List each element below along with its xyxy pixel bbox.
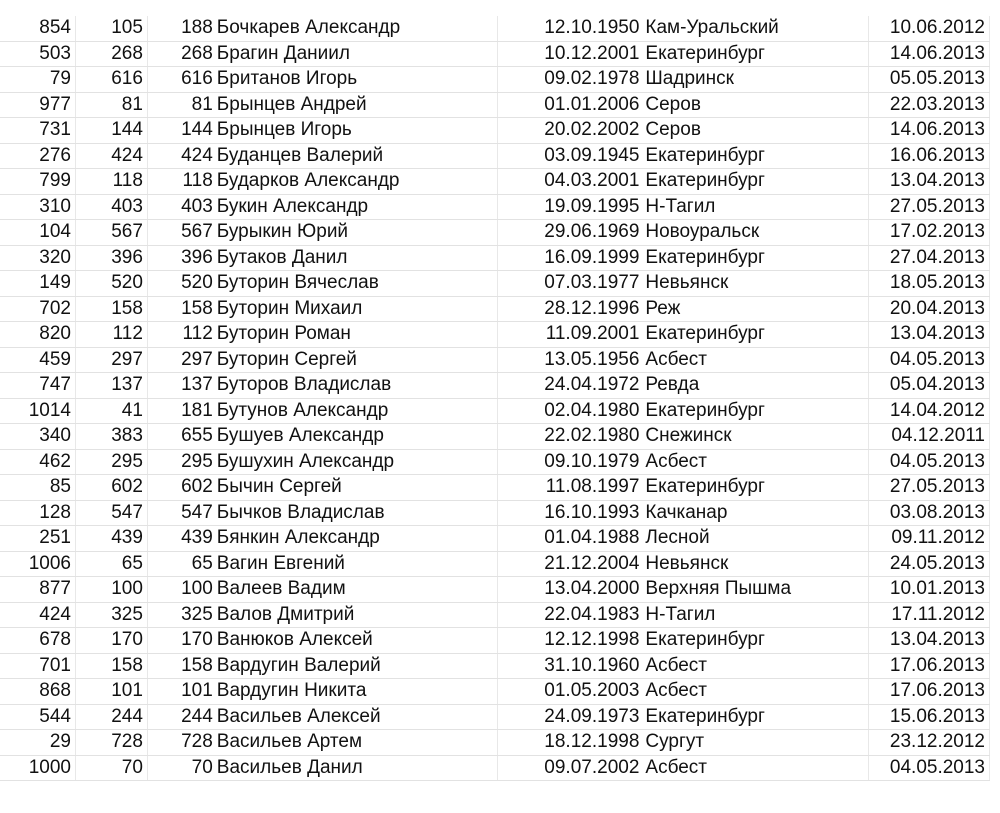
cell-city[interactable]: Асбест — [641, 679, 868, 705]
cell-date[interactable]: 14.06.2013 — [869, 118, 990, 144]
cell-id[interactable]: 547 — [147, 500, 214, 526]
cell-name[interactable]: Бутунов Александр — [215, 398, 497, 424]
cell-id[interactable]: 616 — [147, 67, 214, 93]
cell-name[interactable]: Бударков Александр — [215, 169, 497, 195]
cell-number[interactable]: 701 — [0, 653, 75, 679]
cell-place[interactable]: 268 — [75, 41, 147, 67]
cell-name[interactable]: Букин Александр — [215, 194, 497, 220]
cell-city[interactable]: Асбест — [641, 755, 868, 781]
table-row — [0, 398, 990, 424]
table-row — [0, 475, 990, 501]
cell-place[interactable]: 170 — [75, 628, 147, 654]
cell-id[interactable]: 567 — [147, 220, 214, 246]
cell-city[interactable]: Асбест — [641, 347, 868, 373]
cell-place[interactable]: 118 — [75, 169, 147, 195]
cell-date[interactable]: 18.05.2013 — [869, 271, 990, 297]
table-body — [0, 16, 990, 781]
cell-number[interactable]: 868 — [0, 679, 75, 705]
cell-date[interactable]: 04.12.2011 — [869, 424, 990, 450]
cell-birth-date[interactable]: 19.09.1995 — [497, 194, 641, 220]
cell-number[interactable]: 820 — [0, 322, 75, 348]
cell-number[interactable]: 799 — [0, 169, 75, 195]
cell-date[interactable]: 14.06.2013 — [869, 41, 990, 67]
cell-place[interactable]: 70 — [75, 755, 147, 781]
spreadsheet-sheet — [0, 16, 1000, 813]
cell-place[interactable]: 403 — [75, 194, 147, 220]
cell-name[interactable]: Вардугин Валерий — [215, 653, 497, 679]
cell-id[interactable]: 118 — [147, 169, 214, 195]
cell-name[interactable]: Брагин Даниил — [215, 41, 497, 67]
cell-id[interactable]: 70 — [147, 755, 214, 781]
cell-date[interactable]: 13.04.2013 — [869, 628, 990, 654]
cell-id[interactable]: 101 — [147, 679, 214, 705]
cell-place[interactable]: 297 — [75, 347, 147, 373]
cell-birth-date[interactable]: 12.10.1950 — [497, 16, 641, 41]
cell-name[interactable]: Васильев Данил — [215, 755, 497, 781]
table-row — [0, 92, 990, 118]
cell-place[interactable]: 105 — [75, 16, 147, 41]
cell-place[interactable]: 144 — [75, 118, 147, 144]
cell-id[interactable]: 520 — [147, 271, 214, 297]
cell-id[interactable]: 65 — [147, 551, 214, 577]
cell-number[interactable]: 149 — [0, 271, 75, 297]
cell-date[interactable]: 10.06.2012 — [869, 16, 990, 41]
cell-birth-date[interactable]: 01.01.2006 — [497, 92, 641, 118]
cell-name[interactable]: Бурыкин Юрий — [215, 220, 497, 246]
table-row — [0, 245, 990, 271]
table-row — [0, 118, 990, 144]
cell-id[interactable]: 295 — [147, 449, 214, 475]
cell-birth-date[interactable]: 28.12.1996 — [497, 296, 641, 322]
cell-name[interactable]: Бянкин Александр — [215, 526, 497, 552]
cell-id[interactable]: 158 — [147, 653, 214, 679]
cell-date[interactable]: 10.01.2013 — [869, 577, 990, 603]
table-row — [0, 704, 990, 730]
cell-number[interactable]: 977 — [0, 92, 75, 118]
table-row — [0, 500, 990, 526]
cell-place[interactable]: 41 — [75, 398, 147, 424]
cell-date[interactable]: 17.06.2013 — [869, 679, 990, 705]
table-row — [0, 194, 990, 220]
cell-city[interactable]: Серов — [641, 118, 868, 144]
cell-number[interactable]: 251 — [0, 526, 75, 552]
table-row — [0, 347, 990, 373]
cell-id[interactable]: 137 — [147, 373, 214, 399]
cell-number[interactable]: 877 — [0, 577, 75, 603]
cell-date[interactable]: 27.05.2013 — [869, 194, 990, 220]
cell-birth-date[interactable]: 13.05.1956 — [497, 347, 641, 373]
cell-city[interactable]: Екатеринбург — [641, 398, 868, 424]
table-row — [0, 628, 990, 654]
table-row — [0, 577, 990, 603]
cell-name[interactable]: Брынцев Игорь — [215, 118, 497, 144]
table-row — [0, 143, 990, 169]
cell-name[interactable]: Буданцев Валерий — [215, 143, 497, 169]
cell-birth-date[interactable]: 12.12.1998 — [497, 628, 641, 654]
cell-city[interactable]: Екатеринбург — [641, 628, 868, 654]
cell-birth-date[interactable]: 20.02.2002 — [497, 118, 641, 144]
cell-birth-date[interactable]: 22.04.1983 — [497, 602, 641, 628]
cell-place[interactable]: 112 — [75, 322, 147, 348]
cell-number[interactable]: 29 — [0, 730, 75, 756]
cell-city[interactable]: Екатеринбург — [641, 143, 868, 169]
table-row — [0, 730, 990, 756]
cell-place[interactable]: 295 — [75, 449, 147, 475]
cell-name[interactable]: Буторин Роман — [215, 322, 497, 348]
cell-date[interactable]: 16.06.2013 — [869, 143, 990, 169]
cell-birth-date[interactable]: 03.09.1945 — [497, 143, 641, 169]
cell-city[interactable]: Сургут — [641, 730, 868, 756]
cell-birth-date[interactable]: 09.07.2002 — [497, 755, 641, 781]
cell-id[interactable]: 424 — [147, 143, 214, 169]
participants-table — [0, 16, 990, 781]
cell-id[interactable]: 297 — [147, 347, 214, 373]
cell-number[interactable]: 462 — [0, 449, 75, 475]
cell-birth-date[interactable]: 22.02.1980 — [497, 424, 641, 450]
cell-date[interactable]: 23.12.2012 — [869, 730, 990, 756]
cell-place[interactable]: 101 — [75, 679, 147, 705]
cell-birth-date[interactable]: 16.09.1999 — [497, 245, 641, 271]
cell-name[interactable]: Британов Игорь — [215, 67, 497, 93]
cell-date[interactable]: 03.08.2013 — [869, 500, 990, 526]
cell-id[interactable]: 396 — [147, 245, 214, 271]
cell-place[interactable]: 244 — [75, 704, 147, 730]
cell-name[interactable]: Бушухин Александр — [215, 449, 497, 475]
cell-birth-date[interactable]: 24.09.1973 — [497, 704, 641, 730]
cell-city[interactable]: Н-Тагил — [641, 602, 868, 628]
cell-place[interactable]: 100 — [75, 577, 147, 603]
cell-number[interactable]: 1000 — [0, 755, 75, 781]
cell-city[interactable]: Асбест — [641, 449, 868, 475]
cell-name[interactable]: Васильев Алексей — [215, 704, 497, 730]
cell-date[interactable]: 04.05.2013 — [869, 755, 990, 781]
cell-city[interactable]: Верхняя Пышма — [641, 577, 868, 603]
cell-place[interactable]: 728 — [75, 730, 147, 756]
cell-number[interactable]: 503 — [0, 41, 75, 67]
cell-id[interactable]: 158 — [147, 296, 214, 322]
cell-date[interactable]: 09.11.2012 — [869, 526, 990, 552]
cell-number[interactable]: 1006 — [0, 551, 75, 577]
cell-birth-date[interactable]: 09.10.1979 — [497, 449, 641, 475]
cell-name[interactable]: Буторов Владислав — [215, 373, 497, 399]
cell-number[interactable]: 276 — [0, 143, 75, 169]
cell-name[interactable]: Валов Дмитрий — [215, 602, 497, 628]
cell-city[interactable]: Екатеринбург — [641, 475, 868, 501]
cell-city[interactable]: Екатеринбург — [641, 169, 868, 195]
cell-birth-date[interactable]: 16.10.1993 — [497, 500, 641, 526]
cell-number[interactable]: 424 — [0, 602, 75, 628]
cell-city[interactable]: Качканар — [641, 500, 868, 526]
cell-place[interactable]: 383 — [75, 424, 147, 450]
cell-city[interactable]: Шадринск — [641, 67, 868, 93]
cell-place[interactable]: 424 — [75, 143, 147, 169]
cell-number[interactable]: 104 — [0, 220, 75, 246]
cell-birth-date[interactable]: 07.03.1977 — [497, 271, 641, 297]
cell-number[interactable]: 128 — [0, 500, 75, 526]
cell-city[interactable]: Ревда — [641, 373, 868, 399]
cell-city[interactable]: Невьянск — [641, 271, 868, 297]
table-row — [0, 755, 990, 781]
table-row — [0, 220, 990, 246]
cell-date[interactable]: 05.05.2013 — [869, 67, 990, 93]
cell-id[interactable]: 268 — [147, 41, 214, 67]
table-row — [0, 67, 990, 93]
cell-date[interactable]: 05.04.2013 — [869, 373, 990, 399]
cell-place[interactable]: 158 — [75, 653, 147, 679]
cell-place[interactable]: 439 — [75, 526, 147, 552]
cell-place[interactable]: 616 — [75, 67, 147, 93]
cell-date[interactable]: 27.05.2013 — [869, 475, 990, 501]
cell-city[interactable]: Кам-Уральский — [641, 16, 868, 41]
cell-date[interactable]: 17.06.2013 — [869, 653, 990, 679]
cell-number[interactable]: 702 — [0, 296, 75, 322]
cell-name[interactable]: Васильев Артем — [215, 730, 497, 756]
cell-date[interactable]: 17.02.2013 — [869, 220, 990, 246]
table-row — [0, 551, 990, 577]
cell-name[interactable]: Валеев Вадим — [215, 577, 497, 603]
cell-id[interactable]: 403 — [147, 194, 214, 220]
cell-name[interactable]: Бычков Владислав — [215, 500, 497, 526]
cell-city[interactable]: Екатеринбург — [641, 41, 868, 67]
cell-birth-date[interactable]: 29.06.1969 — [497, 220, 641, 246]
cell-birth-date[interactable]: 04.03.2001 — [497, 169, 641, 195]
cell-birth-date[interactable]: 01.04.1988 — [497, 526, 641, 552]
cell-date[interactable]: 27.04.2013 — [869, 245, 990, 271]
cell-name[interactable]: Вагин Евгений — [215, 551, 497, 577]
cell-id[interactable]: 325 — [147, 602, 214, 628]
table-row — [0, 41, 990, 67]
cell-name[interactable]: Буторин Вячеслав — [215, 271, 497, 297]
cell-birth-date[interactable]: 13.04.2000 — [497, 577, 641, 603]
cell-birth-date[interactable]: 09.02.1978 — [497, 67, 641, 93]
cell-id[interactable]: 144 — [147, 118, 214, 144]
cell-date[interactable]: 14.04.2012 — [869, 398, 990, 424]
cell-number[interactable]: 459 — [0, 347, 75, 373]
cell-name[interactable]: Бутаков Данил — [215, 245, 497, 271]
cell-number[interactable]: 1014 — [0, 398, 75, 424]
cell-number[interactable]: 79 — [0, 67, 75, 93]
cell-place[interactable]: 325 — [75, 602, 147, 628]
cell-id[interactable]: 81 — [147, 92, 214, 118]
cell-date[interactable]: 15.06.2013 — [869, 704, 990, 730]
cell-place[interactable]: 547 — [75, 500, 147, 526]
cell-place[interactable]: 520 — [75, 271, 147, 297]
cell-city[interactable]: Н-Тагил — [641, 194, 868, 220]
table-row — [0, 449, 990, 475]
cell-number[interactable]: 340 — [0, 424, 75, 450]
cell-place[interactable]: 137 — [75, 373, 147, 399]
cell-place[interactable]: 567 — [75, 220, 147, 246]
cell-date[interactable]: 24.05.2013 — [869, 551, 990, 577]
cell-birth-date[interactable]: 31.10.1960 — [497, 653, 641, 679]
cell-number[interactable]: 678 — [0, 628, 75, 654]
cell-id[interactable]: 100 — [147, 577, 214, 603]
cell-name[interactable]: Буторин Сергей — [215, 347, 497, 373]
cell-city[interactable]: Снежинск — [641, 424, 868, 450]
cell-date[interactable]: 22.03.2013 — [869, 92, 990, 118]
cell-birth-date[interactable]: 10.12.2001 — [497, 41, 641, 67]
table-row — [0, 373, 990, 399]
cell-number[interactable]: 544 — [0, 704, 75, 730]
cell-date[interactable]: 04.05.2013 — [869, 347, 990, 373]
table-row — [0, 526, 990, 552]
cell-birth-date[interactable]: 11.08.1997 — [497, 475, 641, 501]
table-row — [0, 602, 990, 628]
cell-name[interactable]: Ванюков Алексей — [215, 628, 497, 654]
cell-city[interactable]: Лесной — [641, 526, 868, 552]
cell-date[interactable]: 04.05.2013 — [869, 449, 990, 475]
cell-city[interactable]: Новоуральск — [641, 220, 868, 246]
cell-date[interactable]: 13.04.2013 — [869, 322, 990, 348]
cell-name[interactable]: Бушуев Александр — [215, 424, 497, 450]
cell-id[interactable]: 728 — [147, 730, 214, 756]
table-row — [0, 296, 990, 322]
cell-id[interactable]: 244 — [147, 704, 214, 730]
cell-number[interactable]: 854 — [0, 16, 75, 41]
cell-birth-date[interactable]: 11.09.2001 — [497, 322, 641, 348]
cell-birth-date[interactable]: 02.04.1980 — [497, 398, 641, 424]
cell-place[interactable]: 396 — [75, 245, 147, 271]
cell-date[interactable]: 13.04.2013 — [869, 169, 990, 195]
cell-birth-date[interactable]: 21.12.2004 — [497, 551, 641, 577]
cell-place[interactable]: 81 — [75, 92, 147, 118]
cell-name[interactable]: Бочкарев Александр — [215, 16, 497, 41]
cell-city[interactable]: Екатеринбург — [641, 322, 868, 348]
cell-id[interactable]: 112 — [147, 322, 214, 348]
cell-id[interactable]: 655 — [147, 424, 214, 450]
cell-number[interactable]: 747 — [0, 373, 75, 399]
cell-place[interactable]: 65 — [75, 551, 147, 577]
cell-name[interactable]: Брынцев Андрей — [215, 92, 497, 118]
cell-name[interactable]: Буторин Михаил — [215, 296, 497, 322]
cell-place[interactable]: 602 — [75, 475, 147, 501]
table-row — [0, 16, 990, 41]
cell-number[interactable]: 731 — [0, 118, 75, 144]
cell-city[interactable]: Реж — [641, 296, 868, 322]
cell-id[interactable]: 439 — [147, 526, 214, 552]
cell-date[interactable]: 17.11.2012 — [869, 602, 990, 628]
cell-id[interactable]: 602 — [147, 475, 214, 501]
cell-number[interactable]: 85 — [0, 475, 75, 501]
cell-city[interactable]: Серов — [641, 92, 868, 118]
cell-date[interactable]: 20.04.2013 — [869, 296, 990, 322]
cell-place[interactable]: 158 — [75, 296, 147, 322]
cell-name[interactable]: Бычин Сергей — [215, 475, 497, 501]
table-row — [0, 653, 990, 679]
table-row — [0, 322, 990, 348]
cell-id[interactable]: 170 — [147, 628, 214, 654]
cell-name[interactable]: Вардугин Никита — [215, 679, 497, 705]
cell-city[interactable]: Асбест — [641, 653, 868, 679]
table-row — [0, 679, 990, 705]
cell-birth-date[interactable]: 18.12.1998 — [497, 730, 641, 756]
cell-id[interactable]: 188 — [147, 16, 214, 41]
cell-number[interactable]: 320 — [0, 245, 75, 271]
table-row — [0, 271, 990, 297]
table-row — [0, 424, 990, 450]
cell-city[interactable]: Екатеринбург — [641, 245, 868, 271]
cell-city[interactable]: Екатеринбург — [641, 704, 868, 730]
cell-birth-date[interactable]: 24.04.1972 — [497, 373, 641, 399]
cell-id[interactable]: 181 — [147, 398, 214, 424]
table-row — [0, 169, 990, 195]
cell-number[interactable]: 310 — [0, 194, 75, 220]
cell-birth-date[interactable]: 01.05.2003 — [497, 679, 641, 705]
cell-city[interactable]: Невьянск — [641, 551, 868, 577]
